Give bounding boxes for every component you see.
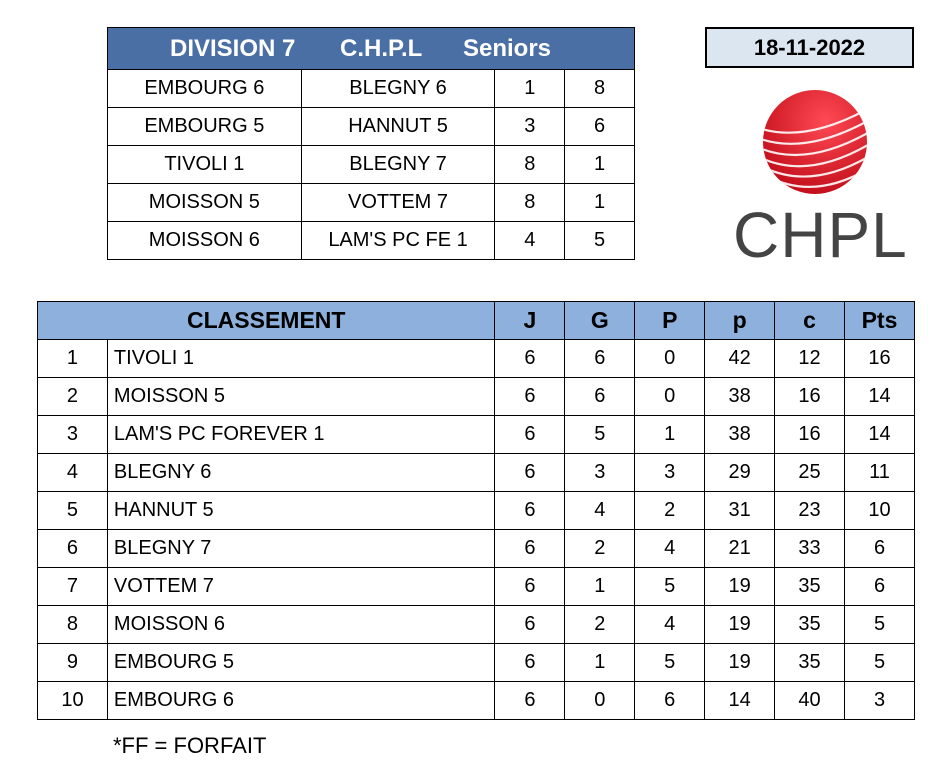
result-row [108, 222, 635, 260]
standings-cell-pp: 19 [705, 606, 775, 644]
standings-cell-team: MOISSON 6 [107, 606, 495, 644]
standings-cell-pp: 21 [705, 530, 775, 568]
standings-cell-pts: 14 [845, 378, 915, 416]
standings-cell-pp: 19 [705, 568, 775, 606]
away-team: LAM'S PC FE 1 [301, 222, 495, 260]
standings-cell-g: 5 [565, 416, 635, 454]
standings-cell-pts: 6 [845, 568, 915, 606]
standings-cell-team: BLEGNY 6 [107, 454, 495, 492]
standings-cell-j: 6 [495, 568, 565, 606]
home-team: MOISSON 6 [108, 222, 302, 260]
standings-cell-pp: 29 [705, 454, 775, 492]
home-team: TIVOLI 1 [108, 146, 302, 184]
standings-cell-g: 0 [565, 682, 635, 720]
standings-cell-c: 16 [775, 378, 845, 416]
standings-row [38, 492, 915, 530]
standings-cell-g: 3 [565, 454, 635, 492]
standings-cell-p: 4 [635, 530, 705, 568]
standings-cell-rank: 9 [38, 644, 108, 682]
away-score: 5 [565, 222, 635, 260]
standings-cell-rank: 1 [38, 340, 108, 378]
standings-cell-rank: 7 [38, 568, 108, 606]
standings-row [38, 644, 915, 682]
standings-cell-p: 1 [635, 416, 705, 454]
standings-row [38, 682, 915, 720]
col-header-p: P [635, 302, 705, 340]
result-row [108, 146, 635, 184]
standings-cell-rank: 6 [38, 530, 108, 568]
home-team: MOISSON 5 [108, 184, 302, 222]
away-team: HANNUT 5 [301, 108, 495, 146]
home-score: 8 [495, 184, 565, 222]
standings-cell-c: 16 [775, 416, 845, 454]
away-team: VOTTEM 7 [301, 184, 495, 222]
col-header-title: CLASSEMENT [38, 302, 495, 340]
standings-body [38, 340, 915, 720]
standings-cell-rank: 10 [38, 682, 108, 720]
standings-cell-g: 1 [565, 644, 635, 682]
home-score: 1 [495, 70, 565, 108]
standings-cell-g: 2 [565, 606, 635, 644]
standings-row [38, 530, 915, 568]
home-score: 4 [495, 222, 565, 260]
standings-cell-rank: 8 [38, 606, 108, 644]
standings-cell-c: 33 [775, 530, 845, 568]
result-row [108, 184, 635, 222]
col-header-pp: p [705, 302, 775, 340]
standings-cell-team: HANNUT 5 [107, 492, 495, 530]
result-row [108, 108, 635, 146]
footnote: *FF = FORFAIT [113, 733, 267, 758]
standings-cell-j: 6 [495, 606, 565, 644]
standings-cell-team: VOTTEM 7 [107, 568, 495, 606]
standings-cell-p: 6 [635, 682, 705, 720]
standings-cell-team: BLEGNY 7 [107, 530, 495, 568]
standings-row [38, 454, 915, 492]
standings-cell-c: 35 [775, 568, 845, 606]
standings-cell-pp: 19 [705, 644, 775, 682]
standings-cell-pp: 38 [705, 378, 775, 416]
standings-cell-pp: 31 [705, 492, 775, 530]
standings-cell-g: 6 [565, 340, 635, 378]
standings-row [38, 378, 915, 416]
col-header-g: G [565, 302, 635, 340]
results-header-cell [108, 28, 635, 70]
division-label: DIVISION 7 [170, 34, 296, 62]
standings-cell-team: EMBOURG 5 [107, 644, 495, 682]
standings-cell-j: 6 [495, 530, 565, 568]
standings-cell-j: 6 [495, 378, 565, 416]
standings-cell-team: TIVOLI 1 [107, 340, 495, 378]
standings-cell-rank: 2 [38, 378, 108, 416]
standings-cell-p: 4 [635, 606, 705, 644]
standings-cell-c: 12 [775, 340, 845, 378]
standings-header [38, 302, 915, 340]
standings-cell-g: 4 [565, 492, 635, 530]
standings-cell-rank: 4 [38, 454, 108, 492]
results-table [107, 27, 635, 260]
date-box: 18-11-2022 [705, 27, 914, 68]
home-team: EMBOURG 6 [108, 70, 302, 108]
standings-cell-p: 2 [635, 492, 705, 530]
standings-cell-c: 40 [775, 682, 845, 720]
standings-cell-p: 5 [635, 568, 705, 606]
col-header-c: c [775, 302, 845, 340]
standings-cell-c: 35 [775, 606, 845, 644]
standings-row [38, 568, 915, 606]
away-score: 1 [565, 184, 635, 222]
league-label: C.H.P.L [340, 34, 423, 62]
standings-cell-j: 6 [495, 492, 565, 530]
away-score: 6 [565, 108, 635, 146]
standings-cell-g: 1 [565, 568, 635, 606]
standings-cell-g: 2 [565, 530, 635, 568]
standings-cell-c: 25 [775, 454, 845, 492]
logo-text: CHPL [733, 199, 908, 271]
standings-cell-team: EMBOURG 6 [107, 682, 495, 720]
away-score: 8 [565, 70, 635, 108]
home-score: 8 [495, 146, 565, 184]
standings-cell-pp: 38 [705, 416, 775, 454]
standings-cell-j: 6 [495, 454, 565, 492]
standings-cell-pp: 14 [705, 682, 775, 720]
standings-row [38, 416, 915, 454]
standings-cell-j: 6 [495, 644, 565, 682]
standings-cell-pp: 42 [705, 340, 775, 378]
category-label: Seniors [462, 34, 551, 62]
results-header [108, 28, 635, 70]
away-team: BLEGNY 7 [301, 146, 495, 184]
result-row [108, 70, 635, 108]
standings-cell-c: 23 [775, 492, 845, 530]
standings-cell-pts: 11 [845, 454, 915, 492]
standings-cell-pts: 5 [845, 644, 915, 682]
home-score: 3 [495, 108, 565, 146]
standings-cell-c: 35 [775, 644, 845, 682]
home-team: EMBOURG 5 [108, 108, 302, 146]
standings-cell-pts: 14 [845, 416, 915, 454]
away-score: 1 [565, 146, 635, 184]
standings-cell-team: MOISSON 5 [107, 378, 495, 416]
standings-cell-pts: 10 [845, 492, 915, 530]
standings-cell-team: LAM'S PC FOREVER 1 [107, 416, 495, 454]
away-team: BLEGNY 6 [301, 70, 495, 108]
standings-cell-j: 6 [495, 340, 565, 378]
standings-cell-p: 3 [635, 454, 705, 492]
standings-cell-rank: 5 [38, 492, 108, 530]
standings-row [38, 606, 915, 644]
standings-cell-p: 0 [635, 340, 705, 378]
standings-cell-pts: 3 [845, 682, 915, 720]
standings-row [38, 340, 915, 378]
standings-cell-p: 0 [635, 378, 705, 416]
standings-cell-j: 6 [495, 682, 565, 720]
standings-cell-j: 6 [495, 416, 565, 454]
standings-cell-pts: 5 [845, 606, 915, 644]
col-header-j: J [495, 302, 565, 340]
standings-cell-rank: 3 [38, 416, 108, 454]
standings-cell-p: 5 [635, 644, 705, 682]
standings-table [37, 301, 915, 720]
standings-cell-pts: 6 [845, 530, 915, 568]
col-header-pts: Pts [845, 302, 915, 340]
standings-cell-pts: 16 [845, 340, 915, 378]
standings-cell-g: 6 [565, 378, 635, 416]
